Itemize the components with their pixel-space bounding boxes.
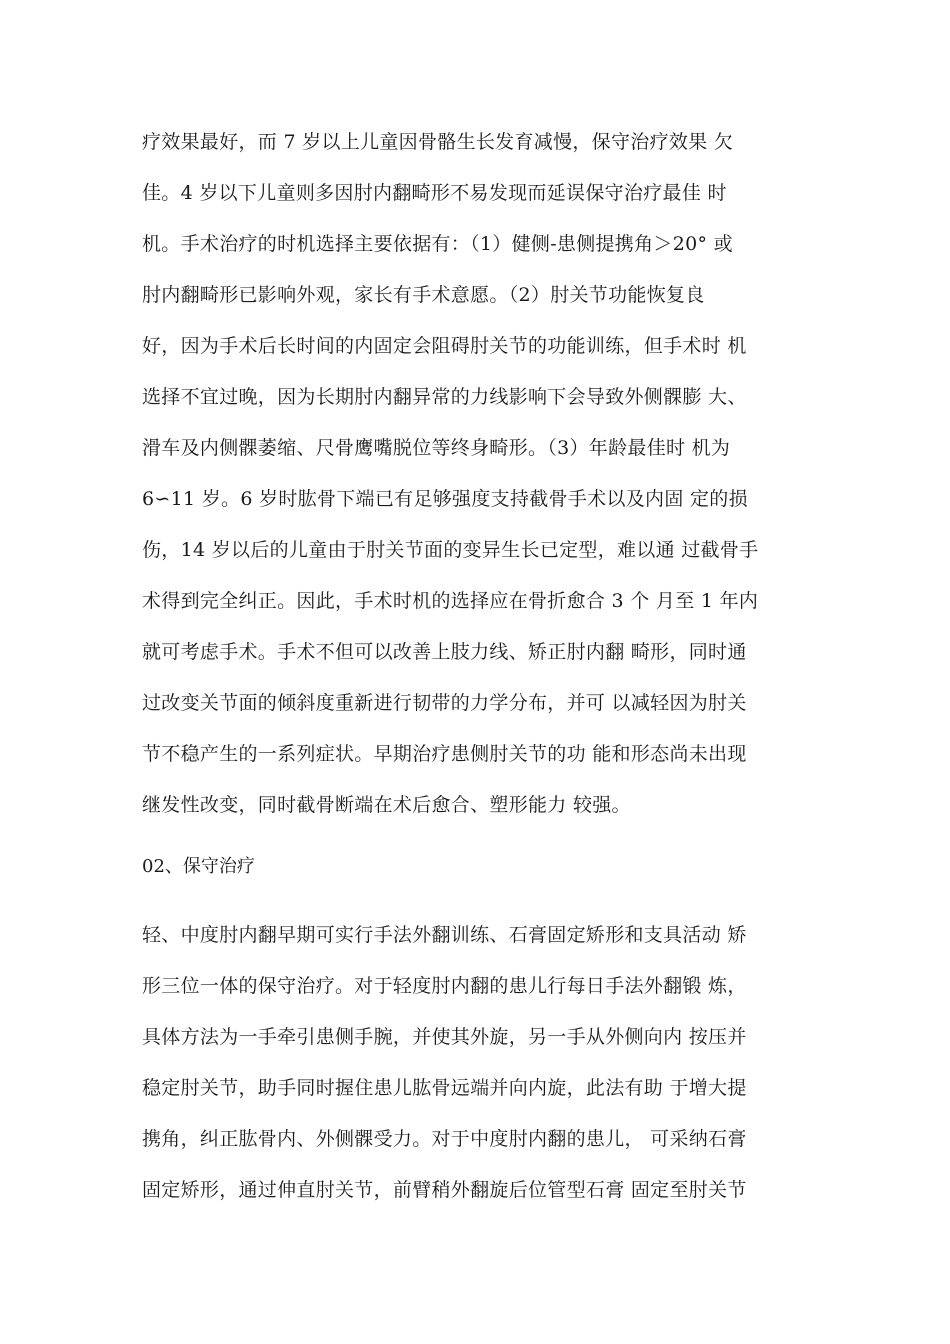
paragraph-line: 轻、中度肘内翻早期可实行手法外翻训练、石膏固定矫形和支具活动 矫 xyxy=(142,924,747,946)
paragraph-line: 好，因为手术后长时间的内固定会阻碍肘关节的功能训练，但手术时 机 xyxy=(142,335,747,357)
section-heading: 02、保守治疗 xyxy=(142,856,255,877)
paragraph-line: 就可考虑手术。手术不但可以改善上肢力线、矫正肘内翻 畸形，同时通 xyxy=(142,641,747,663)
paragraph-line: 伤，14 岁以后的儿童由于肘关节面的变异生长已定型，难以通 过截骨手 xyxy=(142,539,759,561)
paragraph-line: 携角，纠正肱骨内、外侧髁受力。对于中度肘内翻的患儿， 可采纳石膏 xyxy=(142,1128,747,1150)
paragraph-line: 机。手术治疗的时机选择主要依据有：（1）健侧-患侧提携角＞20° 或 xyxy=(142,233,733,255)
paragraph-line: 肘内翻畸形已影响外观，家长有手术意愿。（2）肘关节功能恢复良 xyxy=(142,284,705,306)
paragraph-line: 疗效果最好，而 7 岁以上儿童因骨骼生长发育减慢，保守治疗效果 欠 xyxy=(142,131,734,153)
paragraph-line: 6∽11 岁。6 岁时肱骨下端已有足够强度支持截骨手术以及内固 定的损 xyxy=(142,488,748,510)
paragraph-line: 具体方法为一手牵引患侧手腕，并使其外旋，另一手从外侧向内 按压并 xyxy=(142,1026,747,1048)
paragraph-line: 节不稳产生的一系列症状。早期治疗患侧肘关节的功 能和形态尚未出现 xyxy=(142,743,747,765)
paragraph-line: 继发性改变，同时截骨断端在术后愈合、塑形能力 较强。 xyxy=(142,794,631,816)
paragraph-line: 稳定肘关节，助手同时握住患儿肱骨远端并向内旋，此法有助 于增大提 xyxy=(142,1077,747,1099)
paragraph-line: 形三位一体的保守治疗。对于轻度肘内翻的患儿行每日手法外翻锻 炼， xyxy=(142,975,747,997)
paragraph-line: 滑车及内侧髁萎缩、尺骨鹰嘴脱位等终身畸形。（3）年龄最佳时 机为 xyxy=(142,437,731,459)
paragraph-line: 选择不宜过晚，因为长期肘内翻异常的力线影响下会导致外侧髁膨 大、 xyxy=(142,386,747,408)
paragraph-line: 固定矫形，通过伸直肘关节，前臂稍外翻旋后位管型石膏 固定至肘关节 xyxy=(142,1179,747,1201)
paragraph-line: 佳。4 岁以下儿童则多因肘内翻畸形不易发现而延误保守治疗最佳 时 xyxy=(142,182,727,204)
paragraph-line: 术得到完全纠正。因此，手术时机的选择应在骨折愈合 3 个 月至 1 年内 xyxy=(142,590,759,612)
paragraph-line: 过改变关节面的倾斜度重新进行韧带的力学分布，并可 以减轻因为肘关 xyxy=(142,692,747,714)
